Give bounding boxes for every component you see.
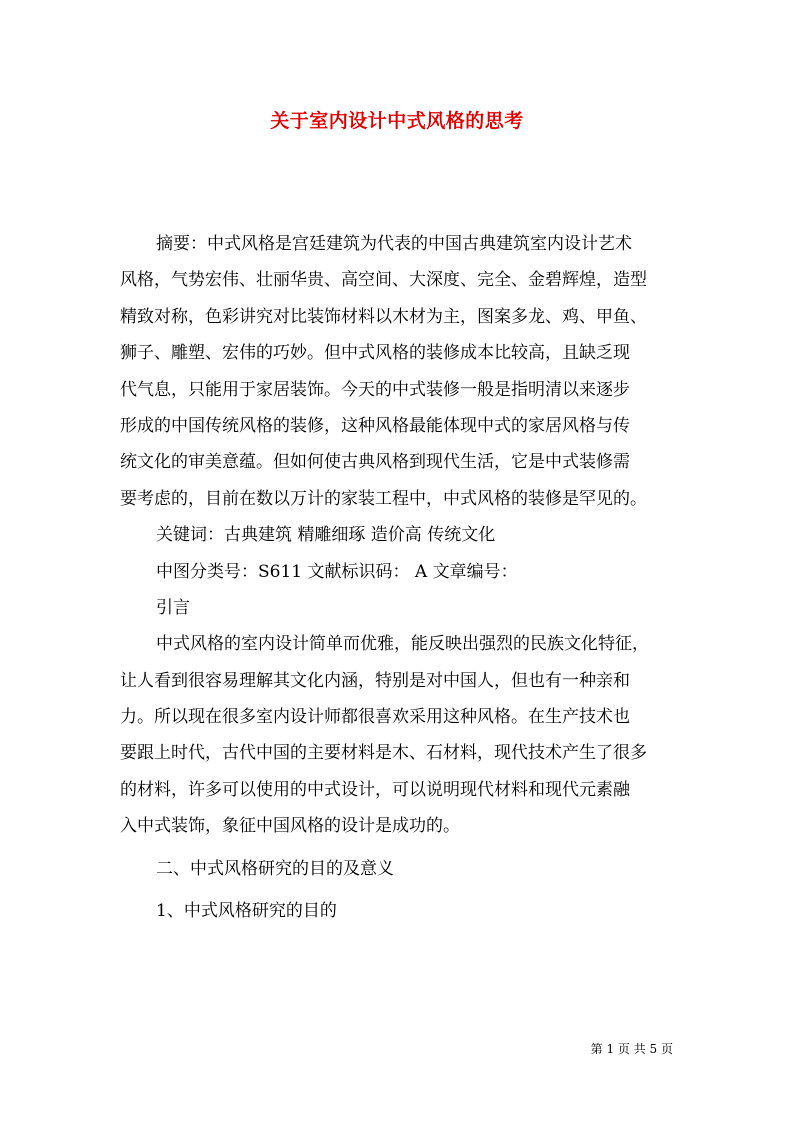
abstract-line: 统文化的审美意蕴。但如何使古典风格到现代生活，它是中式装修需 bbox=[120, 452, 630, 473]
intro-line: 要跟上时代，古代中国的主要材料是木、石材料，现代技术产生了很多 bbox=[120, 743, 647, 764]
keywords: 关键词：古典建筑 精雕细琢 造价高 传统文化 bbox=[156, 525, 496, 546]
intro-line: 力。所以现在很多室内设计师都很喜欢采用这种风格。在生产技术也 bbox=[120, 707, 630, 728]
document-title: 关于室内设计中式风格的思考 bbox=[270, 110, 524, 132]
page-number-footer: 第 1 页 共 5 页 bbox=[590, 1042, 673, 1056]
abstract-line: 风格，气势宏伟、壮丽华贵、高空间、大深度、完全、金碧辉煌，造型 bbox=[120, 270, 647, 291]
abstract-line: 代气息，只能用于家居装饰。今天的中式装修一般是指明清以来逐步 bbox=[120, 379, 630, 400]
intro-heading: 引言 bbox=[156, 597, 190, 618]
intro-line: 让人看到很容易理解其文化内涵，特别是对中国人，但也有一种亲和 bbox=[120, 670, 630, 691]
intro-line: 的材料，许多可以使用的中式设计，可以说明现代材料和现代元素融 bbox=[120, 779, 630, 800]
intro-line: 入中式装饰，象征中国风格的设计是成功的。 bbox=[120, 816, 460, 837]
abstract-line: 要考虑的，目前在数以万计的家装工程中，中式风格的装修是罕见的。 bbox=[120, 488, 647, 509]
intro-line: 中式风格的室内设计简单而优雅，能反映出强烈的民族文化特征， bbox=[156, 634, 649, 655]
abstract-line: 狮子、雕塑、宏伟的巧妙。但中式风格的装修成本比较高，且缺乏现 bbox=[120, 343, 630, 364]
classification-line: 中图分类号：S611 文献标识码： A 文章编号： bbox=[156, 561, 518, 582]
intro-paragraph bbox=[120, 626, 680, 844]
abstract-line: 摘要：中式风格是宫廷建筑为代表的中国古典建筑室内设计艺术 bbox=[156, 234, 632, 254]
subsection-heading: 1、中式风格研究的目的 bbox=[156, 901, 337, 922]
section-heading: 二、中式风格研究的目的及意义 bbox=[156, 858, 394, 879]
document-body bbox=[120, 226, 680, 929]
abstract-line: 精致对称，色彩讲究对比装饰材料以木材为主，图案多龙、鸡、甲鱼、 bbox=[120, 306, 647, 327]
abstract-paragraph bbox=[120, 226, 680, 517]
abstract-line: 形成的中国传统风格的装修，这种风格最能体现中式的家居风格与传 bbox=[120, 415, 630, 436]
